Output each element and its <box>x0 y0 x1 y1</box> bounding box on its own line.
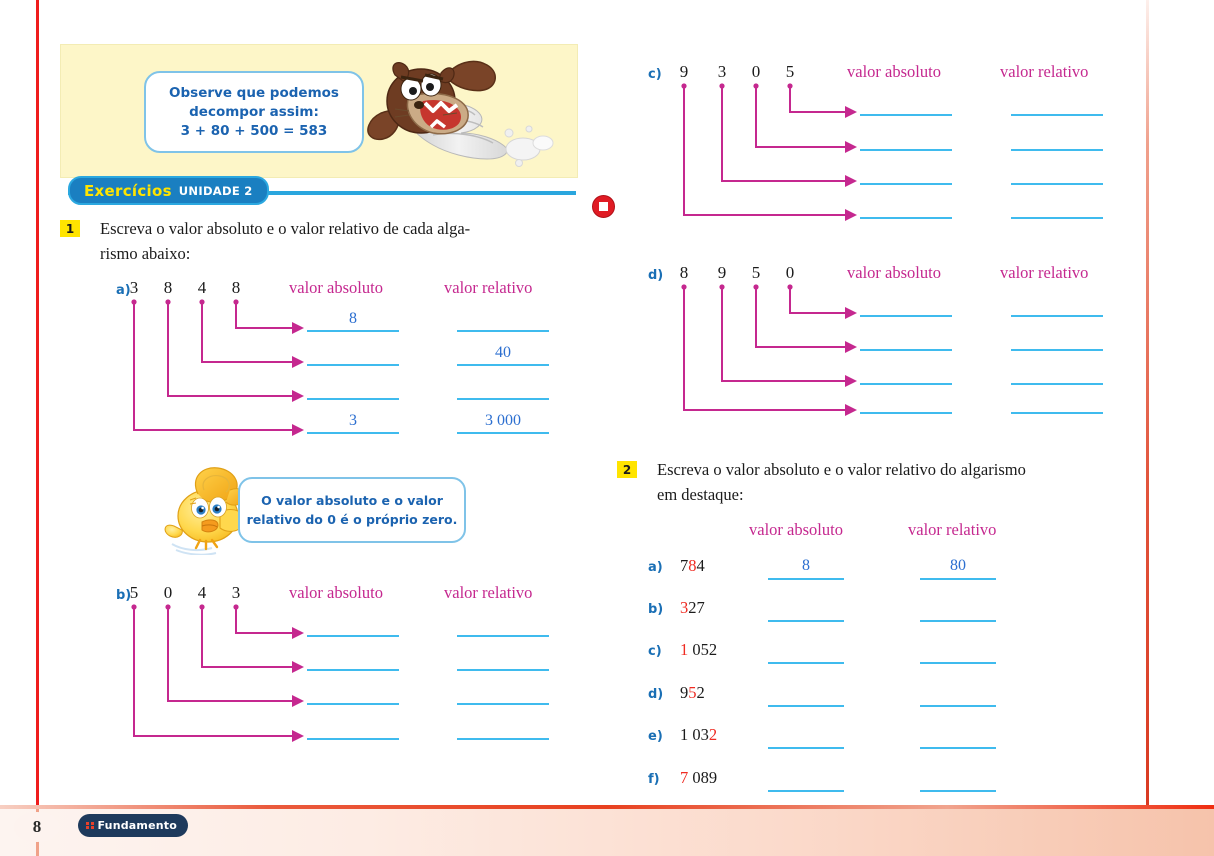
answer-line-d-abs-1[interactable] <box>860 315 952 317</box>
exercise-2-item-letter-1: b) <box>648 602 664 617</box>
intro-bubble-line-3: 3 + 80 + 500 = 583 <box>180 122 328 139</box>
highlighted-digit-3: 5 <box>688 683 697 702</box>
digit-b-4: 3 <box>231 583 241 602</box>
exercise-2-answer-line-abs-5[interactable] <box>768 790 844 792</box>
digit-a-4: 8 <box>231 278 241 297</box>
digit-d-2: 9 <box>717 263 727 282</box>
highlighted-digit-5: 7 <box>680 768 689 787</box>
answer-value-a-abs-1: 8 <box>349 310 357 327</box>
logo-dots-icon <box>86 822 94 830</box>
exercise-2-answer-line-abs-1[interactable] <box>768 620 844 622</box>
intro-bubble-line-1: Observe que podemos <box>169 84 339 101</box>
exercise-2-answer-value-abs-0: 8 <box>802 557 810 574</box>
digit-a-1: 3 <box>129 278 139 297</box>
digit-d-3: 5 <box>751 263 761 282</box>
answer-line-d-abs-4[interactable] <box>860 412 952 414</box>
digit-a-3: 4 <box>197 278 207 297</box>
digit-a-2: 8 <box>163 278 173 297</box>
exercise-2-answer-line-abs-3[interactable] <box>768 705 844 707</box>
answer-line-d-abs-3[interactable] <box>860 383 952 385</box>
exercise-1-statement-line-1: Escreva o valor absoluto e o valor relativo de cada alga- <box>100 219 471 238</box>
highlighted-digit-0: 8 <box>688 556 697 575</box>
header-absolute-d: valor absoluto <box>847 263 941 282</box>
answer-value-a-rel-4: 3 000 <box>485 412 521 429</box>
exercise-2-number-4: 1 032 <box>680 725 718 744</box>
answer-line-d-rel-3[interactable] <box>1011 383 1103 385</box>
answer-line-d-rel-1[interactable] <box>1011 315 1103 317</box>
highlighted-digit-4: 2 <box>708 725 718 744</box>
publisher-name: Fundamento <box>97 819 177 832</box>
answer-value-a-rel-2: 40 <box>495 344 511 361</box>
digit-c-3: 0 <box>751 62 761 81</box>
answer-line-d-rel-2[interactable] <box>1011 349 1103 351</box>
item-letter-c: c) <box>648 67 662 82</box>
tweety-note-line-2: relativo do 0 é o próprio zero. <box>246 512 458 527</box>
exercise-2-answer-line-rel-1[interactable] <box>920 620 996 622</box>
exercise-2-answer-line-rel-4[interactable] <box>920 747 996 749</box>
header-absolute-c: valor absoluto <box>847 62 941 81</box>
exercise-1-number: 1 <box>60 220 80 237</box>
tweety-note-line-1: O valor absoluto e o valor <box>261 493 443 508</box>
digit-c-2: 3 <box>717 62 727 81</box>
exercise-2-answer-line-abs-0[interactable] <box>768 578 844 580</box>
header-absolute-ex2: valor absoluto <box>749 520 843 539</box>
answer-value-a-abs-4: 3 <box>349 412 357 429</box>
exercise-2-number-0: 784 <box>680 556 705 575</box>
intro-bubble-line-2: decompor assim: <box>189 103 319 120</box>
answer-line-d-abs-2[interactable] <box>860 349 952 351</box>
exercise-2-item-letter-5: f) <box>648 772 660 787</box>
exercise-2-item-letter-0: a) <box>648 560 663 575</box>
digit-c-4: 5 <box>785 62 795 81</box>
header-relative-ex2: valor relativo <box>908 520 997 539</box>
exercise-2-item-letter-4: e) <box>648 729 663 744</box>
exercise-2-statement <box>657 457 1129 507</box>
exercise-1-statement-line-2: rismo abaixo: <box>100 244 191 263</box>
exercise-2-number-2: 1 052 <box>680 640 718 659</box>
exercise-2-answer-line-rel-5[interactable] <box>920 790 996 792</box>
exercise-2-answer-line-rel-3[interactable] <box>920 705 996 707</box>
exercise-2-item-letter-2: c) <box>648 644 662 659</box>
page-number-badge <box>14 812 60 842</box>
highlighted-digit-1: 3 <box>680 598 689 617</box>
item-letter-a: a) <box>116 283 131 298</box>
item-letter-b: b) <box>116 588 132 603</box>
exercise-2-answer-line-abs-2[interactable] <box>768 662 844 664</box>
exercise-2-number: 2 <box>617 461 637 478</box>
header-relative-b: valor relativo <box>444 583 533 602</box>
exercise-2-item-letter-3: d) <box>648 687 664 702</box>
exercise-2-answer-line-rel-0[interactable] <box>920 578 996 580</box>
answer-line-d-rel-4[interactable] <box>1011 412 1103 414</box>
digit-b-3: 4 <box>197 583 207 602</box>
digit-d-4: 0 <box>785 263 795 282</box>
exercise-2-number-5: 7 089 <box>680 768 718 787</box>
page-number: 8 <box>32 817 42 836</box>
digit-b-2: 0 <box>163 583 173 602</box>
digit-b-1: 5 <box>129 583 139 602</box>
banner-subtitle: UNIDADE 2 <box>178 183 253 198</box>
digit-c-1: 9 <box>679 62 689 81</box>
header-relative-c: valor relativo <box>1000 62 1089 81</box>
item-letter-d: d) <box>648 268 664 283</box>
digit-d-1: 8 <box>679 263 689 282</box>
header-absolute-b: valor absoluto <box>289 583 383 602</box>
exercise-2-answer-value-rel-0: 80 <box>950 557 966 574</box>
exercise-2-answer-line-abs-4[interactable] <box>768 747 844 749</box>
banner-title: Exercícios <box>84 181 172 200</box>
exercise-2-number-1: 327 <box>680 598 705 617</box>
header-relative-d: valor relativo <box>1000 263 1089 282</box>
publisher-logo <box>78 814 188 837</box>
header-relative-a: valor relativo <box>444 278 533 297</box>
header-absolute-a: valor absoluto <box>289 278 383 297</box>
exercise-2-number-3: 952 <box>680 683 705 702</box>
exercise-2-statement-line-1: Escreva o valor absoluto e o valor relativo do algarismo <box>657 460 1026 479</box>
exercise-2-answer-line-rel-2[interactable] <box>920 662 996 664</box>
highlighted-digit-2: 1 <box>680 640 689 659</box>
exercise-2-statement-line-2: em destaque: <box>657 485 744 504</box>
